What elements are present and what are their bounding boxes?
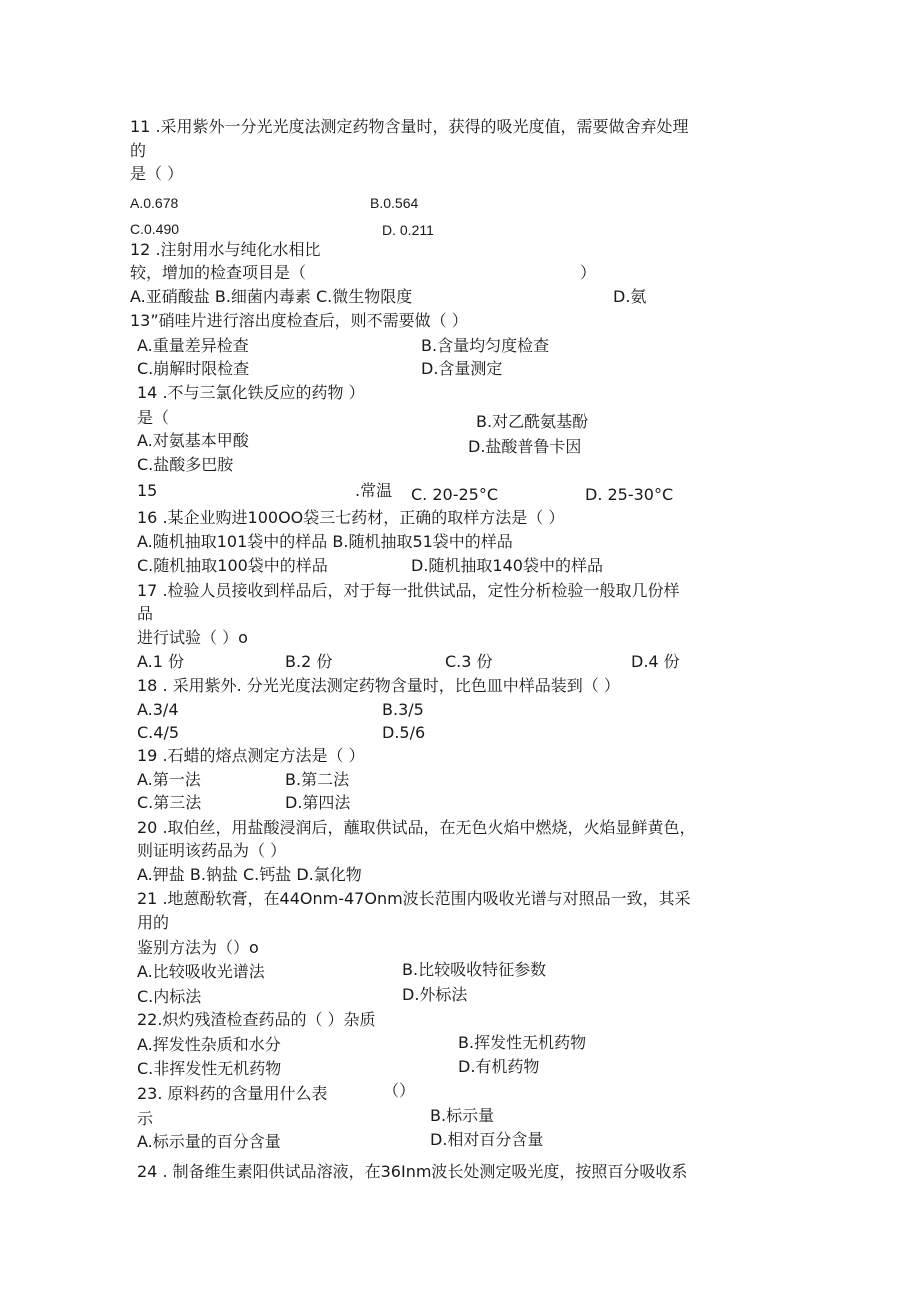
q23-option-d: D.相对百分含量 xyxy=(430,1130,544,1149)
q19-option-d: D.第四法 xyxy=(285,793,351,812)
q14-stem-line1: 14 .不与三氯化铁反应的药物 ） xyxy=(137,383,365,402)
q19-option-b: B.第二法 xyxy=(285,770,350,789)
q21-stem-line3: 鉴别方法为（）o xyxy=(137,938,259,957)
q15-number: 15 xyxy=(137,481,158,500)
q20-stem-line2: 则证明该药品为（ ） xyxy=(137,841,287,860)
q19-stem: 19 .石蜡的熔点测定方法是（ ） xyxy=(137,746,365,765)
q22-option-b: B.挥发性无机药物 xyxy=(458,1033,587,1052)
q11-stem-line2: 的 xyxy=(130,141,147,160)
q18-option-a: A.3/4 xyxy=(137,700,179,719)
q11-stem-line1: 11 .采用紫外一分光光度法测定药物含量时，获得的吸光度值，需要做舍弃处理 xyxy=(130,117,689,136)
q21-stem-line2: 用的 xyxy=(137,913,170,932)
q17-stem-line2: 品 xyxy=(137,604,154,623)
q14-option-b: B.对乙酰氨基酚 xyxy=(476,412,589,431)
q11-option-a: A.0.678 xyxy=(130,195,179,211)
q11-option-b: B.0.564 xyxy=(370,195,419,211)
q18-stem: 18 . 采用紫外. 分光光度法测定药物含量时，比色皿中样品装到（ ） xyxy=(137,676,620,695)
q17-option-a: A.1 份 xyxy=(137,652,185,671)
q12-stem-close: ） xyxy=(580,263,597,282)
q19-option-c: C.第三法 xyxy=(137,793,202,812)
q12-stem-line2: 较，增加的检查项目是（ xyxy=(130,263,307,282)
q21-option-b: B.比较吸收特征参数 xyxy=(402,960,547,979)
q18-option-d: D.5/6 xyxy=(382,723,426,742)
q20-stem-line1: 20 .取伯丝，用盐酸浸润后，蘸取供试品，在无色火焰中燃烧，火焰显鲜黄色， xyxy=(137,818,696,837)
q13-stem: 13”硝哇片进行溶出度检查后，则不需要做（ ） xyxy=(130,311,468,330)
q17-option-c: C.3 份 xyxy=(445,652,493,671)
q21-option-d: D.外标法 xyxy=(402,985,468,1004)
q16-stem: 16 .某企业购进100OO袋三七药材，正确的取样方法是（ ） xyxy=(137,508,565,527)
q22-option-a: A.挥发性杂质和水分 xyxy=(137,1035,281,1054)
q12-option-d: D.氨 xyxy=(613,287,647,306)
q22-stem: 22.炽灼残渣检查药品的（ ）杂质 xyxy=(137,1010,376,1029)
q13-option-b: B.含量均匀度检查 xyxy=(421,336,550,355)
q11-option-c: C.0.490 xyxy=(130,221,180,237)
q16-option-c: C.随机抽取100袋中的样品 xyxy=(137,556,328,575)
q16-options-ab: A.随机抽取101袋中的样品 B.随机抽取51袋中的样品 xyxy=(137,532,513,551)
q22-option-c: C.非挥发性无机药物 xyxy=(137,1059,282,1078)
q19-option-a: A.第一法 xyxy=(137,770,201,789)
q13-option-c: C.崩解时限检查 xyxy=(137,359,250,378)
q14-option-a: A.对氨基本甲酸 xyxy=(137,431,249,450)
q23-stem-line1: 23. 原料药的含量用什么表 xyxy=(137,1084,328,1103)
q17-option-b: B.2 份 xyxy=(285,652,333,671)
q21-stem-line1: 21 .地蒽酚软膏，在44Onm-47Onm波长范围内吸收光谱与对照品一致，其采 xyxy=(137,889,691,908)
q12-options-abc: A.亚硝酸盐 B.细菌内毒素 C.微生物限度 xyxy=(130,287,413,306)
q24-stem: 24 . 制备维生素阳供试品溶液，在36Inm波长处测定吸光度，按照百分吸收系 xyxy=(137,1162,688,1181)
q15-option-c: C. 20-25°C xyxy=(411,485,499,504)
q15-option-d: D. 25-30°C xyxy=(585,485,674,504)
q17-option-d: D.4 份 xyxy=(631,652,680,671)
q18-option-c: C.4/5 xyxy=(137,723,180,742)
q17-stem-line1: 17 .检验人员接收到样品后，对于每一批供试品，定性分析检验一般取几份样 xyxy=(137,581,680,600)
q21-option-a: A.比较吸收光谱法 xyxy=(137,962,265,981)
q23-stem-line2: 示 xyxy=(137,1109,154,1128)
q17-stem-line3: 进行试验（ ）o xyxy=(137,628,248,647)
q14-stem-line2: 是（ xyxy=(137,408,170,427)
q22-option-d: D.有机药物 xyxy=(458,1057,540,1076)
q15-stem-fragment: .常温 xyxy=(355,481,393,500)
q16-option-d: D.随机抽取140袋中的样品 xyxy=(411,556,603,575)
q14-option-d: D.盐酸普鲁卡因 xyxy=(468,437,582,456)
q23-option-b: B.标示量 xyxy=(430,1106,495,1125)
q18-option-b: B.3/5 xyxy=(382,700,424,719)
q20-options: A.钾盐 B.钠盐 C.钙盐 D.氯化物 xyxy=(137,865,362,884)
q13-option-d: D.含量测定 xyxy=(421,359,503,378)
q11-stem-line3: 是（ ） xyxy=(130,164,184,183)
q11-option-d: D. 0.211 xyxy=(382,222,434,238)
q21-option-c: C.内标法 xyxy=(137,987,202,1006)
q13-option-a: A.重量差异检查 xyxy=(137,336,249,355)
q14-option-c: C.盐酸多巴胺 xyxy=(137,455,234,474)
q23-stem-paren: （） xyxy=(383,1081,416,1100)
q23-option-a: A.标示量的百分含量 xyxy=(137,1132,281,1151)
q12-stem-line1: 12 .注射用水与纯化水相比 xyxy=(130,240,321,259)
